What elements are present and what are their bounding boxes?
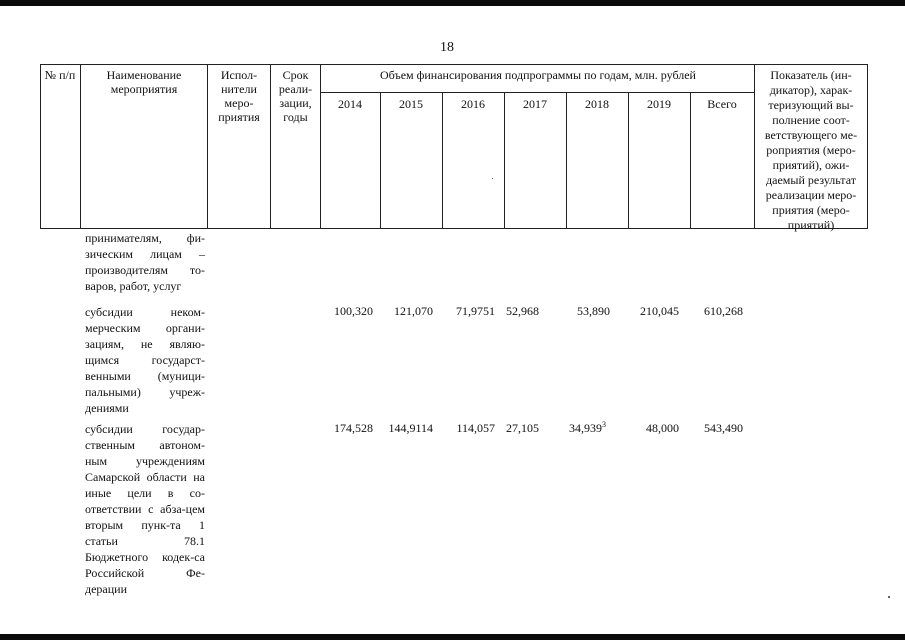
value-2016: 71,9751	[456, 304, 495, 318]
year-2017: 2017	[523, 97, 547, 111]
year-2018: 2018	[585, 97, 609, 111]
footnote-marker: 3	[602, 420, 606, 429]
year-total: Всего	[707, 97, 737, 111]
year-2014: 2014	[338, 97, 362, 111]
value-2017: 27,105	[506, 421, 539, 435]
value-total: 610,268	[704, 304, 743, 318]
value-2014: 174,528	[334, 421, 373, 435]
row-name-subsidy-nko: субсидии неком-мерческим органи-зациям, не являю-щимся государст-венными (муници-пальными) учреж-дениями	[85, 305, 205, 415]
header-name: Наименование мероприятия	[106, 68, 182, 96]
bottom-border-bar	[0, 634, 905, 640]
scan-speck	[492, 178, 493, 179]
value-2017: 52,968	[506, 304, 539, 318]
header-indicator: Показатель (ин-дикатор), харак-теризующий вы-полнение соот-ветствующего ме-роприятия (меро-приятий), ожи-даемый результат реализации меро-приятия (меро-приятий)	[764, 68, 858, 232]
value-2019: 210,045	[640, 304, 679, 318]
value-2018-number: 34,939	[569, 421, 602, 435]
year-2015: 2015	[399, 97, 423, 111]
value-2018: 53,890	[577, 304, 610, 318]
header-executors: Испол-нители меро-приятия	[218, 68, 260, 124]
scan-speck	[888, 596, 890, 598]
header-num: № п/п	[44, 68, 76, 82]
header-term: Срок реали-зации, годы	[278, 68, 313, 124]
value-total: 543,490	[704, 421, 743, 435]
row-name-subsidy-autonomous: субсидии государ-ственным автоном-ным учреждениям Самарской области на иные цели в со-ответствии с абза-цем вторым пунк-та 1 статьи 78.1 Бюджетного кодек-са Российской Фе-дерации	[85, 422, 205, 596]
year-2016: 2016	[461, 97, 485, 111]
value-2015: 144,9114	[388, 421, 433, 435]
value-2019: 48,000	[646, 421, 679, 435]
value-2014: 100,320	[334, 304, 373, 318]
value-2015: 121,070	[394, 304, 433, 318]
value-2016: 114,057	[456, 421, 495, 435]
top-border-bar	[0, 0, 905, 6]
row-name-continuation: принимателям, фи-зическим лицам – производителям то-варов, работ, услуг	[85, 231, 205, 293]
page-number: 18	[440, 40, 454, 55]
year-2019: 2019	[647, 97, 671, 111]
header-funding: Объем финансирования подпрограммы по годам, млн. рублей	[380, 68, 696, 82]
value-2018	[536, 421, 606, 436]
